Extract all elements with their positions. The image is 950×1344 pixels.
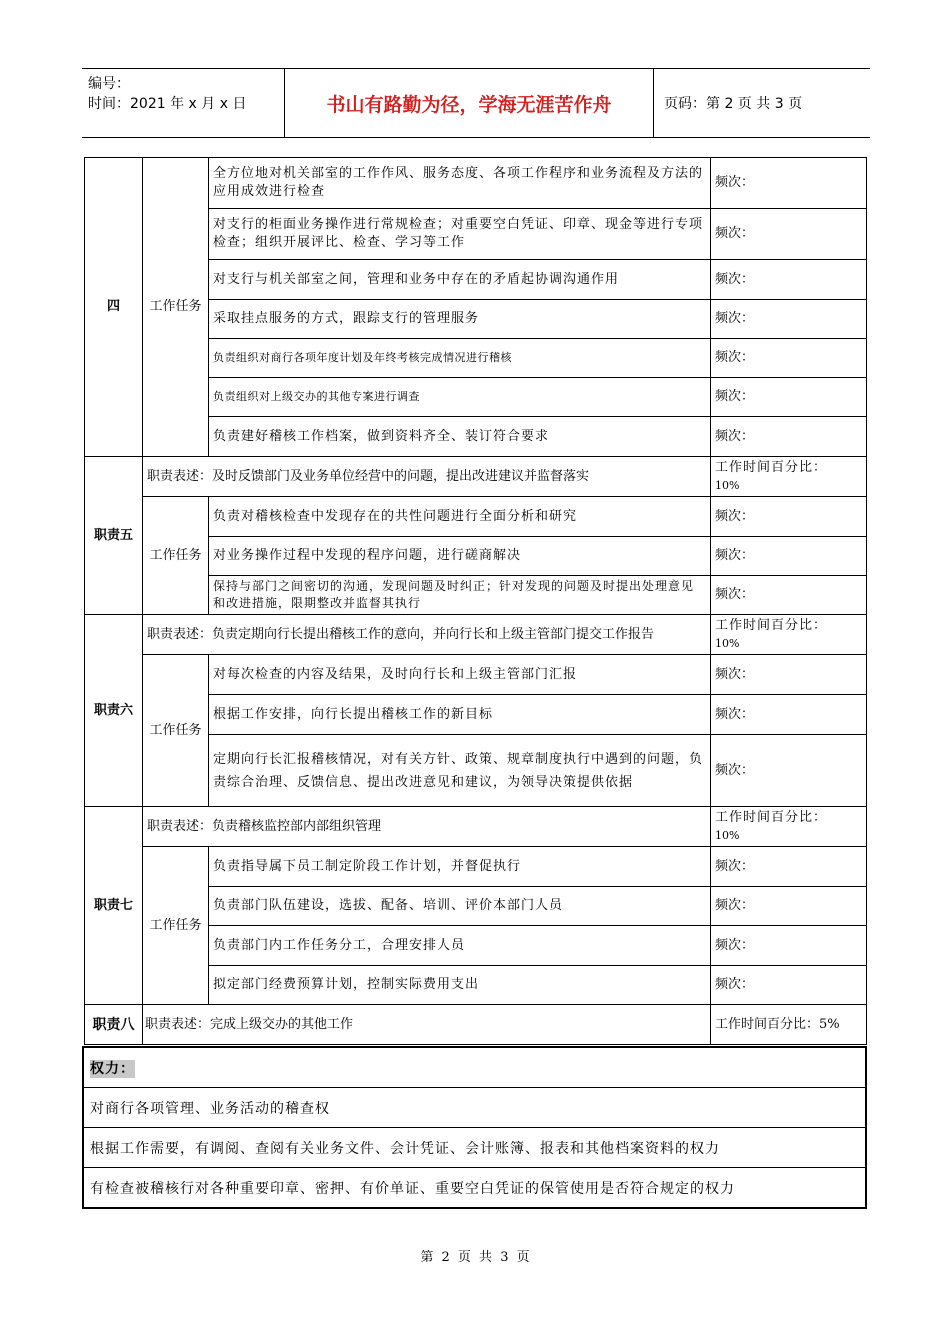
duty4-task: 采取挂点服务的方式，跟踪支行的管理服务: [209, 300, 711, 339]
duty6-task-row: [85, 655, 867, 695]
frequency-cell: 频次：: [711, 576, 867, 615]
duty4-task: 全方位地对机关部室的工作作风、服务态度、各项工作程序和业务流程及方法的应用成效进行检查: [209, 158, 711, 209]
duty5-task-row: [85, 497, 867, 537]
duty8-percentage: 工作时间百分比：5%: [711, 1005, 867, 1045]
rights-item: 有检查被稽核行对各种重要印章、密押、有价单证、重要空白凭证的保管使用是否符合规定的权力: [83, 1168, 866, 1209]
duty8-description: 职责表述：完成上级交办的其他工作: [143, 1005, 711, 1045]
duty7-label: 职责七: [85, 807, 143, 1005]
duty7-task: 负责指导属下员工制定阶段工作计划，并督促执行: [209, 847, 711, 887]
date-line: 时间：2021 年 x 月 x 日: [88, 96, 247, 112]
rights-row: [83, 1088, 866, 1128]
duty7-desc-row: [85, 807, 867, 847]
rights-item: 对商行各项管理、业务活动的稽查权: [83, 1088, 866, 1128]
duty8-label: 职责八: [85, 1005, 143, 1045]
duty6-task: 根据工作安排，向行长提出稽核工作的新目标: [209, 695, 711, 735]
duty4-task: 负责组织对商行各项年度计划及年终考核完成情况进行稽核: [209, 339, 711, 378]
duty5-task: 对业务操作过程中发现的程序问题，进行磋商解决: [209, 537, 711, 576]
duty5-task-label: 工作任务: [143, 497, 209, 615]
duty6-percentage: 工作时间百分比： 10%: [711, 615, 867, 655]
duty4-task: 对支行的柜面业务操作进行常规检查；对重要空白凭证、印章、现金等进行专项检查；组织开展评比、检查、学习等工作: [209, 209, 711, 260]
duty6-task-label: 工作任务: [143, 655, 209, 807]
frequency-cell: 频次：: [711, 735, 867, 807]
rights-item: 根据工作需要，有调阅、查阅有关业务文件、会计凭证、会计账簿、报表和其他档案资料的权力: [83, 1128, 866, 1168]
duty5-task: 负责对稽核检查中发现存在的共性问题进行全面分析和研究: [209, 497, 711, 537]
duty4-task: 对支行与机关部室之间，管理和业务中存在的矛盾起协调沟通作用: [209, 260, 711, 300]
duty6-label: 职责六: [85, 615, 143, 807]
duty7-description: 职责表述：负责稽核监控部内部组织管理: [143, 807, 711, 847]
duty6-description: 职责表述：负责定期向行长提出稽核工作的意向，并向行长和上级主管部门提交工作报告: [143, 615, 711, 655]
frequency-cell: 频次：: [711, 417, 867, 457]
duty5-task: 保持与部门之间密切的沟通，发现问题及时纠正；针对发现的问题及时提出处理意见和改进措施，限期整改并监督其执行: [209, 576, 711, 615]
frequency-cell: 频次：: [711, 158, 867, 209]
frequency-cell: 频次：: [711, 966, 867, 1005]
frequency-cell: 频次：: [711, 300, 867, 339]
duty5-label: 职责五: [85, 457, 143, 615]
duty7-task-row: [85, 847, 867, 887]
duty4-label: 四: [85, 158, 143, 457]
duty6-task: 定期向行长汇报稽核情况，对有关方针、政策、规章制度执行中遇到的问题，负责综合治理、反馈信息、提出改进意见和建议，为领导决策提供依据: [209, 735, 711, 807]
duty4-task-label: 工作任务: [143, 158, 209, 457]
frequency-cell: 频次：: [711, 378, 867, 417]
duty4-task: 负责建好稽核工作档案，做到资料齐全、装订符合要求: [209, 417, 711, 457]
duty6-task: 对每次检查的内容及结果，及时向行长和上级主管部门汇报: [209, 655, 711, 695]
rights-row: [83, 1128, 866, 1168]
duty4-task: 负责组织对上级交办的其他专案进行调查: [209, 378, 711, 417]
frequency-cell: 频次：: [711, 339, 867, 378]
frequency-cell: 频次：: [711, 260, 867, 300]
frequency-cell: 频次：: [711, 209, 867, 260]
duty7-percentage: 工作时间百分比： 10%: [711, 807, 867, 847]
page-info: 页码：第 2 页 共 3 页: [664, 96, 803, 112]
frequency-cell: 频次：: [711, 847, 867, 887]
rights-row: [83, 1168, 866, 1209]
frequency-cell: 频次：: [711, 655, 867, 695]
rights-table: [82, 1046, 867, 1209]
code-label: 编号：: [88, 76, 130, 92]
page-footer: 第 2 页 共 3 页: [420, 1250, 530, 1265]
duty5-percentage: 工作时间百分比： 10%: [711, 457, 867, 497]
rights-title: 权力：: [83, 1047, 866, 1088]
page-header: [82, 68, 870, 138]
motto: 书山有路勤为径，学海无涯苦作舟: [285, 69, 654, 137]
header-info: [82, 69, 285, 137]
duty7-task-label: 工作任务: [143, 847, 209, 1005]
frequency-cell: 频次：: [711, 926, 867, 966]
frequency-cell: 频次：: [711, 695, 867, 735]
duty7-task: 拟定部门经费预算计划，控制实际费用支出: [209, 966, 711, 1005]
duty4-task-row: [85, 158, 867, 209]
frequency-cell: 频次：: [711, 497, 867, 537]
duty6-desc-row: [85, 615, 867, 655]
duty5-desc-row: [85, 457, 867, 497]
frequency-cell: 频次：: [711, 887, 867, 926]
frequency-cell: 频次：: [711, 537, 867, 576]
duties-table: [84, 157, 867, 1045]
duty8-row: [85, 1005, 867, 1045]
duty7-task: 负责部门内工作任务分工，合理安排人员: [209, 926, 711, 966]
rights-header-row: [83, 1047, 866, 1088]
duty7-task: 负责部门队伍建设，选拔、配备、培训、评价本部门人员: [209, 887, 711, 926]
duty5-description: 职责表述：及时反馈部门及业务单位经营中的问题，提出改进建议并监督落实: [143, 457, 711, 497]
